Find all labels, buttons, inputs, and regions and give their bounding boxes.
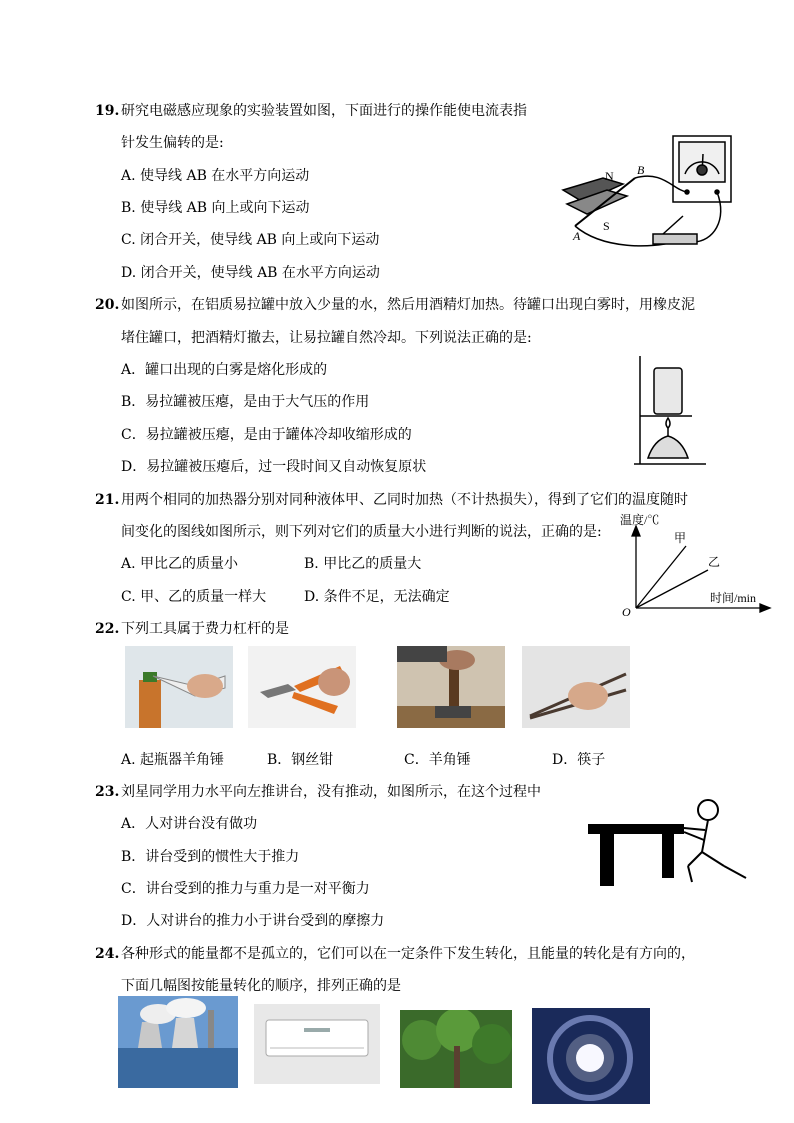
question-number: 21.	[95, 492, 120, 508]
induction-apparatus-figure	[553, 130, 739, 260]
option-c: C．易拉罐被压瘪，是由于罐体冷却收缩形成的	[121, 427, 412, 443]
option-b: B．讲台受到的惯性大于推力	[121, 849, 300, 865]
question-number: 24.	[95, 946, 120, 962]
option-a: A．罐口出现的白雾是熔化形成的	[121, 362, 328, 378]
graph-ylabel: 温度/℃	[620, 513, 660, 527]
question-stem: 如图所示，在铝质易拉罐中放入少量的水，然后用酒精灯加热。待罐口出现白雾时，用橡皮泥	[121, 297, 695, 313]
option-c: C．羊角锤	[404, 752, 471, 768]
line-yi-label: 乙	[708, 555, 721, 569]
question-number: 22.	[95, 621, 120, 637]
option-c: C．讲台受到的推力与重力是一对平衡力	[121, 881, 370, 897]
option-a: A．人对讲台没有做功	[121, 816, 258, 832]
question-number: 20.	[95, 297, 120, 313]
bottle-opener-photo	[125, 646, 233, 728]
point-a-label: A	[573, 229, 581, 243]
option-a: A. 使导线 AB 在水平方向运动	[121, 168, 310, 184]
question-stem-cont: 堵住罐口，把酒精灯撤去，让易拉罐自然冷却。下列说法正确的是:	[121, 330, 532, 346]
question-stem: 研究电磁感应现象的实验装置如图，下面进行的操作能使电流表指	[121, 103, 527, 119]
forest-photo	[400, 1010, 512, 1088]
question-number: 23.	[95, 784, 120, 800]
magnet-n-label: N	[605, 169, 614, 183]
option-d: D. 条件不足，无法确定	[304, 589, 450, 605]
claw-hammer-photo	[397, 646, 505, 728]
line-jia-label: 甲	[674, 531, 687, 545]
graph-origin: O	[622, 605, 631, 618]
air-conditioner-photo	[254, 1004, 380, 1084]
can-heating-figure	[630, 352, 710, 468]
option-c: C. 甲、乙的质量一样大	[121, 589, 267, 605]
question-stem: 用两个相同的加热器分别对同种液体甲、乙同时加热（不计热损失），得到了它们的温度随时	[121, 492, 688, 508]
pushing-desk-figure	[584, 796, 750, 888]
pliers-photo	[248, 646, 356, 728]
option-c: C. 闭合开关，使导线 AB 向上或向下运动	[121, 232, 380, 248]
option-b: B. 甲比乙的质量大	[304, 556, 422, 572]
option-d: D. 闭合开关，使导线 AB 在水平方向运动	[121, 265, 380, 281]
option-b: B. 使导线 AB 向上或向下运动	[121, 200, 310, 216]
option-d: D．筷子	[552, 752, 606, 768]
option-d: D．人对讲台的推力小于讲台受到的摩擦力	[121, 913, 385, 929]
power-plant-photo	[118, 996, 238, 1088]
temperature-time-graph	[614, 510, 774, 618]
question-stem-cont: 间变化的图线如图所示，则下列对它们的质量大小进行判断的说法，正确的是:	[121, 524, 602, 540]
question-stem-cont: 针发生偏转的是:	[121, 135, 224, 151]
option-d: D．易拉罐被压瘪后，过一段时间又自动恢复原状	[121, 459, 427, 475]
question-stem-cont: 下面几幅图按能量转化的顺序，排列正确的是	[121, 978, 401, 994]
question-stem: 各种形式的能量都不是孤立的，它们可以在一定条件下发生转化，且能量的转化是有方向的，	[121, 946, 695, 962]
sun-halo-photo	[532, 1008, 650, 1104]
option-b: B．易拉罐被压瘪，是由于大气压的作用	[121, 394, 370, 410]
chopsticks-photo	[522, 646, 630, 728]
graph-xlabel: 时间/min	[710, 591, 757, 605]
question-number: 19.	[95, 103, 120, 119]
option-a: A. 甲比乙的质量小	[121, 556, 239, 572]
option-a: A. 起瓶器羊角锤	[121, 752, 225, 768]
question-stem: 下列工具属于费力杠杆的是	[121, 621, 289, 637]
question-stem: 刘星同学用力水平向左推讲台，没有推动，如图所示，在这个过程中	[121, 784, 541, 800]
option-b: B．钢丝钳	[267, 752, 334, 768]
magnet-s-label: S	[603, 219, 610, 233]
point-b-label: B	[637, 163, 645, 177]
